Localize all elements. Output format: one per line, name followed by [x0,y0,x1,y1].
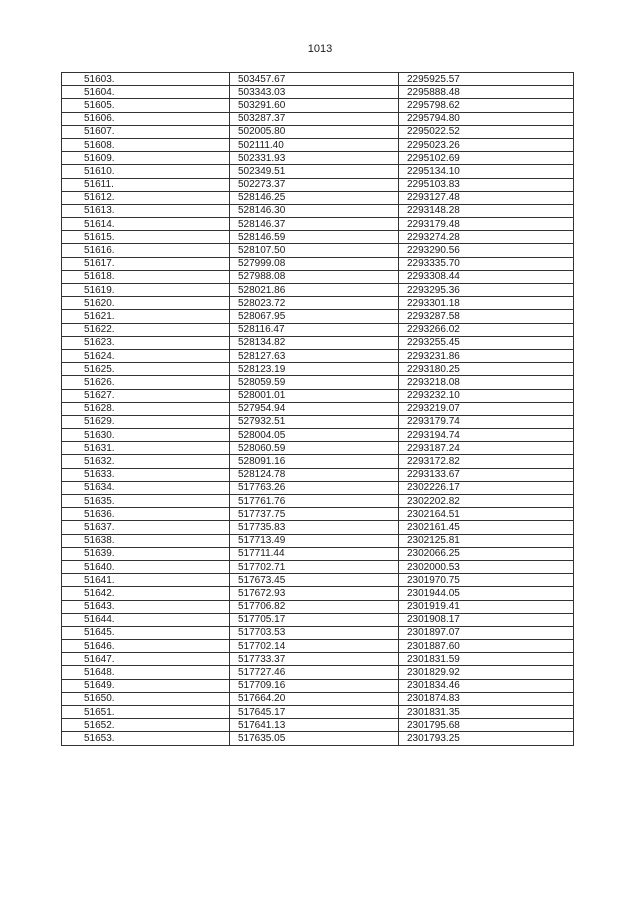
y-coordinate-cell: 2295925.57 [399,73,574,86]
table-row [62,112,574,125]
y-coordinate-cell: 2293218.08 [399,376,574,389]
x-coordinate-cell: 517737.75 [230,508,399,521]
point-number-cell: 51620. [62,297,230,310]
table-row [62,389,574,402]
page-number: 1013 [307,43,333,55]
x-coordinate-cell: 528124.78 [230,468,399,481]
y-coordinate-cell: 2301793.25 [399,732,574,745]
x-coordinate-cell: 503287.37 [230,112,399,125]
table-row [62,310,574,323]
table-row [62,363,574,376]
point-number-cell: 51621. [62,310,230,323]
table-row [62,415,574,428]
point-number-cell: 51641. [62,574,230,587]
table-row [62,653,574,666]
table-row [62,560,574,573]
y-coordinate-cell: 2301970.75 [399,574,574,587]
point-number-cell: 51639. [62,547,230,560]
point-number-cell: 51625. [62,363,230,376]
y-coordinate-cell: 2293179.74 [399,415,574,428]
x-coordinate-cell: 528021.86 [230,284,399,297]
table-row [62,349,574,362]
point-number-cell: 51627. [62,389,230,402]
point-number-cell: 51644. [62,613,230,626]
table-row [62,692,574,705]
x-coordinate-cell: 528091.16 [230,455,399,468]
point-number-cell: 51638. [62,534,230,547]
table-row [62,719,574,732]
y-coordinate-cell: 2293219.07 [399,402,574,415]
y-coordinate-cell: 2302125.81 [399,534,574,547]
point-number-cell: 51645. [62,626,230,639]
table-row [62,178,574,191]
y-coordinate-cell: 2293255.45 [399,336,574,349]
y-coordinate-cell: 2295794.80 [399,112,574,125]
y-coordinate-cell: 2301829.92 [399,666,574,679]
table-row [62,481,574,494]
x-coordinate-cell: 528146.25 [230,191,399,204]
table-row [62,547,574,560]
y-coordinate-cell: 2301887.60 [399,640,574,653]
y-coordinate-cell: 2293231.86 [399,349,574,362]
y-coordinate-cell: 2301919.41 [399,600,574,613]
point-number-cell: 51643. [62,600,230,613]
table-row [62,640,574,653]
table-row [62,336,574,349]
point-number-cell: 51624. [62,349,230,362]
y-coordinate-cell: 2301944.05 [399,587,574,600]
x-coordinate-cell: 517641.13 [230,719,399,732]
table-row [62,732,574,745]
table-row [62,218,574,231]
x-coordinate-cell: 502273.37 [230,178,399,191]
x-coordinate-cell: 517703.53 [230,626,399,639]
table-row [62,574,574,587]
x-coordinate-cell: 503343.03 [230,86,399,99]
point-number-cell: 51613. [62,204,230,217]
table-row [62,442,574,455]
x-coordinate-cell: 517763.26 [230,481,399,494]
point-number-cell: 51652. [62,719,230,732]
y-coordinate-cell: 2293187.24 [399,442,574,455]
y-coordinate-cell: 2301831.35 [399,706,574,719]
y-coordinate-cell: 2295023.26 [399,138,574,151]
table-row [62,534,574,547]
table-row [62,666,574,679]
table-row [62,191,574,204]
point-number-cell: 51614. [62,218,230,231]
table-row [62,204,574,217]
x-coordinate-cell: 528023.72 [230,297,399,310]
table-row [62,495,574,508]
point-number-cell: 51634. [62,481,230,494]
x-coordinate-cell: 503291.60 [230,99,399,112]
y-coordinate-cell: 2302000.53 [399,560,574,573]
y-coordinate-cell: 2302161.45 [399,521,574,534]
x-coordinate-cell: 517761.76 [230,495,399,508]
x-coordinate-cell: 527932.51 [230,415,399,428]
y-coordinate-cell: 2301897.07 [399,626,574,639]
point-number-cell: 51619. [62,284,230,297]
table-body [62,73,574,746]
point-number-cell: 51623. [62,336,230,349]
x-coordinate-cell: 528134.82 [230,336,399,349]
x-coordinate-cell: 502331.93 [230,152,399,165]
table-row [62,600,574,613]
point-number-cell: 51642. [62,587,230,600]
y-coordinate-cell: 2302202.82 [399,495,574,508]
y-coordinate-cell: 2293172.82 [399,455,574,468]
y-coordinate-cell: 2301908.17 [399,613,574,626]
point-number-cell: 51629. [62,415,230,428]
point-number-cell: 51609. [62,152,230,165]
table-row [62,165,574,178]
x-coordinate-cell: 517713.49 [230,534,399,547]
y-coordinate-cell: 2293148.28 [399,204,574,217]
x-coordinate-cell: 528116.47 [230,323,399,336]
y-coordinate-cell: 2301795.68 [399,719,574,732]
x-coordinate-cell: 528146.37 [230,218,399,231]
table-row [62,626,574,639]
point-number-cell: 51626. [62,376,230,389]
table-row [62,376,574,389]
table-row [62,73,574,86]
table-row [62,508,574,521]
point-number-cell: 51606. [62,112,230,125]
x-coordinate-cell: 528067.95 [230,310,399,323]
y-coordinate-cell: 2293194.74 [399,429,574,442]
table-row [62,587,574,600]
y-coordinate-cell: 2293266.02 [399,323,574,336]
point-number-cell: 51607. [62,125,230,138]
table-row [62,613,574,626]
point-number-cell: 51618. [62,270,230,283]
table-row [62,125,574,138]
x-coordinate-cell: 527988.08 [230,270,399,283]
point-number-cell: 51615. [62,231,230,244]
point-number-cell: 51647. [62,653,230,666]
x-coordinate-cell: 517672.93 [230,587,399,600]
x-coordinate-cell: 528001.01 [230,389,399,402]
point-number-cell: 51653. [62,732,230,745]
y-coordinate-cell: 2293180.25 [399,363,574,376]
y-coordinate-cell: 2295888.48 [399,86,574,99]
table-row [62,138,574,151]
y-coordinate-cell: 2301874.83 [399,692,574,705]
y-coordinate-cell: 2293335.70 [399,257,574,270]
point-number-cell: 51611. [62,178,230,191]
table-row [62,86,574,99]
x-coordinate-cell: 517635.05 [230,732,399,745]
x-coordinate-cell: 517709.16 [230,679,399,692]
point-number-cell: 51651. [62,706,230,719]
table-row [62,679,574,692]
point-number-cell: 51646. [62,640,230,653]
table-row [62,99,574,112]
y-coordinate-cell: 2301834.46 [399,679,574,692]
coordinates-table [61,72,574,746]
x-coordinate-cell: 502111.40 [230,138,399,151]
x-coordinate-cell: 517733.37 [230,653,399,666]
y-coordinate-cell: 2293127.48 [399,191,574,204]
x-coordinate-cell: 517735.83 [230,521,399,534]
table-row [62,468,574,481]
y-coordinate-cell: 2293290.56 [399,244,574,257]
point-number-cell: 51630. [62,429,230,442]
point-number-cell: 51628. [62,402,230,415]
x-coordinate-cell: 528146.30 [230,204,399,217]
point-number-cell: 51650. [62,692,230,705]
x-coordinate-cell: 528107.50 [230,244,399,257]
point-number-cell: 51637. [62,521,230,534]
x-coordinate-cell: 517702.71 [230,560,399,573]
point-number-cell: 51622. [62,323,230,336]
table-row [62,152,574,165]
y-coordinate-cell: 2293133.67 [399,468,574,481]
x-coordinate-cell: 517727.46 [230,666,399,679]
x-coordinate-cell: 528146.59 [230,231,399,244]
y-coordinate-cell: 2302066.25 [399,547,574,560]
x-coordinate-cell: 528060.59 [230,442,399,455]
point-number-cell: 51635. [62,495,230,508]
x-coordinate-cell: 517702.14 [230,640,399,653]
point-number-cell: 51610. [62,165,230,178]
y-coordinate-cell: 2302226.17 [399,481,574,494]
y-coordinate-cell: 2293308.44 [399,270,574,283]
x-coordinate-cell: 502005.80 [230,125,399,138]
table-row [62,706,574,719]
table-row [62,284,574,297]
point-number-cell: 51636. [62,508,230,521]
x-coordinate-cell: 503457.67 [230,73,399,86]
point-number-cell: 51616. [62,244,230,257]
point-number-cell: 51608. [62,138,230,151]
y-coordinate-cell: 2293179.48 [399,218,574,231]
y-coordinate-cell: 2293287.58 [399,310,574,323]
y-coordinate-cell: 2293274.28 [399,231,574,244]
point-number-cell: 51605. [62,99,230,112]
y-coordinate-cell: 2295134.10 [399,165,574,178]
point-number-cell: 51604. [62,86,230,99]
y-coordinate-cell: 2295798.62 [399,99,574,112]
x-coordinate-cell: 528004.05 [230,429,399,442]
table-row [62,244,574,257]
y-coordinate-cell: 2293232.10 [399,389,574,402]
table-row [62,323,574,336]
x-coordinate-cell: 517706.82 [230,600,399,613]
table-row [62,429,574,442]
y-coordinate-cell: 2301831.59 [399,653,574,666]
x-coordinate-cell: 528127.63 [230,349,399,362]
point-number-cell: 51617. [62,257,230,270]
table-row [62,270,574,283]
y-coordinate-cell: 2295022.52 [399,125,574,138]
table-row [62,257,574,270]
y-coordinate-cell: 2293301.18 [399,297,574,310]
x-coordinate-cell: 502349.51 [230,165,399,178]
point-number-cell: 51633. [62,468,230,481]
y-coordinate-cell: 2295103.83 [399,178,574,191]
x-coordinate-cell: 517673.45 [230,574,399,587]
x-coordinate-cell: 517645.17 [230,706,399,719]
y-coordinate-cell: 2293295.36 [399,284,574,297]
table-row [62,297,574,310]
point-number-cell: 51632. [62,455,230,468]
x-coordinate-cell: 527999.08 [230,257,399,270]
x-coordinate-cell: 517664.20 [230,692,399,705]
x-coordinate-cell: 528123.19 [230,363,399,376]
y-coordinate-cell: 2302164.51 [399,508,574,521]
table-row [62,402,574,415]
point-number-cell: 51649. [62,679,230,692]
table-row [62,521,574,534]
y-coordinate-cell: 2295102.69 [399,152,574,165]
x-coordinate-cell: 517711.44 [230,547,399,560]
point-number-cell: 51612. [62,191,230,204]
x-coordinate-cell: 517705.17 [230,613,399,626]
point-number-cell: 51640. [62,560,230,573]
point-number-cell: 51648. [62,666,230,679]
point-number-cell: 51603. [62,73,230,86]
x-coordinate-cell: 528059.59 [230,376,399,389]
table-row [62,231,574,244]
point-number-cell: 51631. [62,442,230,455]
table-row [62,455,574,468]
x-coordinate-cell: 527954.94 [230,402,399,415]
